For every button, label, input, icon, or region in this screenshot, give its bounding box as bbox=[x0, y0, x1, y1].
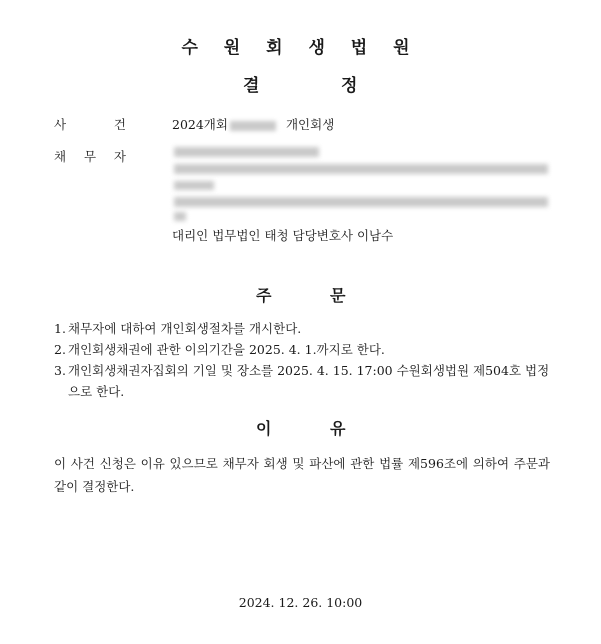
order-heading-char-1: 주 bbox=[256, 286, 272, 305]
document-type-char-1: 결 bbox=[243, 76, 260, 96]
decision-date: 2024. 12. 26. 10:00 bbox=[238, 595, 363, 610]
case-label-char-2: 건 bbox=[113, 117, 126, 132]
case-type: 개인회생 bbox=[285, 117, 335, 132]
reason-heading-char-1: 이 bbox=[256, 419, 272, 438]
order-item-number: 3. bbox=[54, 363, 66, 378]
reason-text: 이 사건 신청은 이유 있으므로 채무자 회생 및 파산에 관한 법률 제596조에 의하여 주문과 같이 결정한다. bbox=[54, 456, 550, 494]
case-number-prefix: 2024개회 bbox=[172, 117, 228, 132]
debtor-representative: 대리인 법무법인 태청 담당변호사 이남수 bbox=[172, 228, 394, 243]
debtor-address-redaction-1 bbox=[174, 164, 548, 174]
court-title: 수 원 회 생 법 원 bbox=[181, 38, 420, 58]
order-item bbox=[54, 318, 554, 339]
order-list bbox=[54, 318, 554, 402]
order-item-text: 채무자에 대하여 개인회생절차를 개시한다. bbox=[68, 321, 302, 336]
order-item-number: 2. bbox=[54, 342, 66, 357]
document-type-char-2: 정 bbox=[341, 76, 358, 96]
reason-heading-char-2: 유 bbox=[330, 419, 346, 438]
case-label-char-1: 사 bbox=[54, 117, 67, 132]
order-item bbox=[54, 360, 554, 402]
debtor-label-char-1: 채 bbox=[54, 149, 67, 164]
case-number bbox=[172, 115, 334, 133]
debtor-address-redaction-4 bbox=[174, 212, 186, 221]
order-item-text: 개인회생채권에 관한 이의기간을 2025. 4. 1.까지로 한다. bbox=[68, 342, 385, 357]
order-item bbox=[54, 339, 554, 360]
debtor-label-char-2: 무 bbox=[83, 149, 97, 164]
order-item-number: 1. bbox=[54, 321, 66, 336]
debtor-address-redaction-2 bbox=[174, 181, 214, 190]
debtor-name-redaction bbox=[174, 147, 319, 157]
debtor-address-redaction-3 bbox=[174, 197, 548, 207]
order-item-text: 개인회생채권자집회의 기일 및 장소를 2025. 4. 15. 17:00 수원회생법원 제504호 법정으로 한다. bbox=[68, 363, 550, 399]
case-number-redaction bbox=[230, 121, 276, 131]
order-heading-char-2: 문 bbox=[330, 286, 346, 305]
debtor-label-char-3: 자 bbox=[113, 149, 126, 164]
debtor-label bbox=[54, 147, 126, 165]
case-label bbox=[54, 115, 126, 133]
